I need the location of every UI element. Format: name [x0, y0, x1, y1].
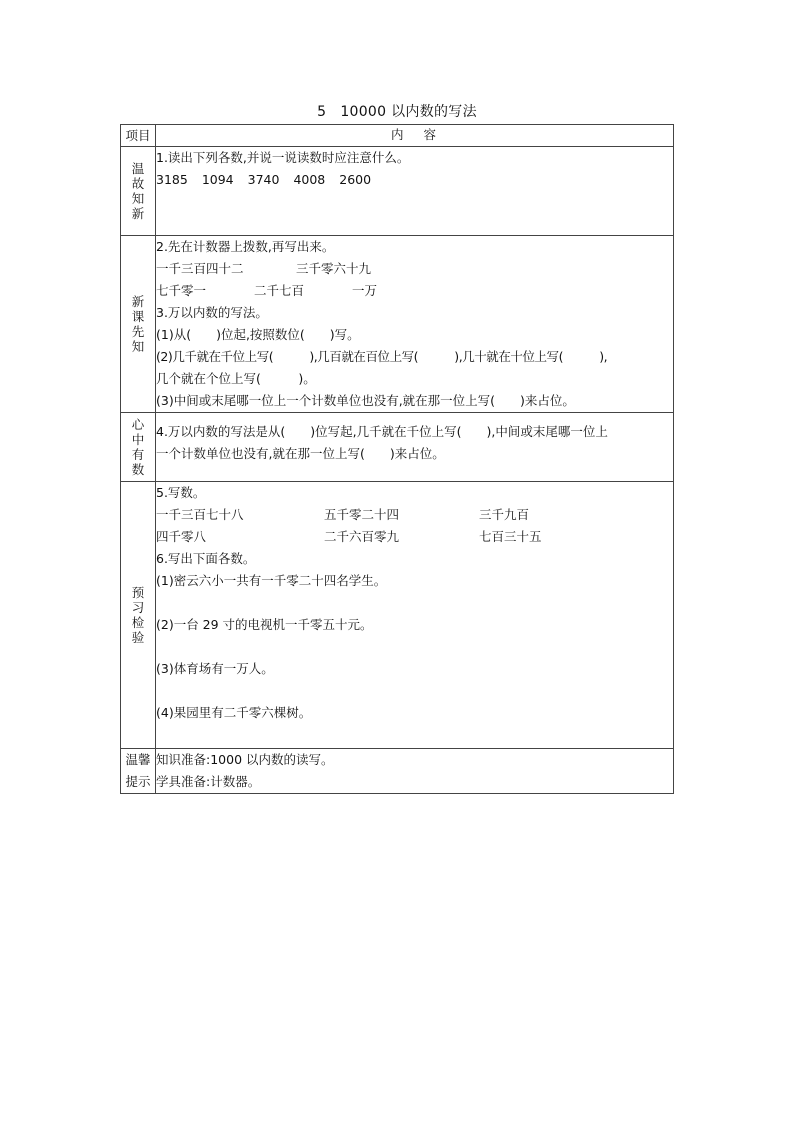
- question-3-3: (3)中间或末尾哪一位上一个计数单位也没有,就在那一位上写( )来占位。: [156, 393, 575, 408]
- number-item: 2600: [339, 172, 372, 187]
- section-tips-content: [156, 749, 674, 794]
- number-word: 二千七百: [254, 283, 305, 298]
- lesson-title: 10000 以内数的写法: [340, 104, 477, 120]
- section-review-content: [156, 147, 674, 236]
- number-word: 一千三百四十二: [156, 261, 244, 276]
- number-item: 3185: [156, 172, 188, 187]
- number-word: 四千零八: [156, 529, 207, 544]
- label-char: 知: [131, 339, 145, 354]
- question-6-1: (1)密云六小一共有一千零二十四名学生。: [156, 573, 387, 588]
- section-preview-check-row: [121, 482, 674, 749]
- header-content-char-1: 内: [390, 127, 406, 142]
- number-item: 4008: [293, 172, 326, 187]
- question-6-2: (2)一台 29 寸的电视机一千零五十元。: [156, 617, 373, 632]
- number-word: 一万: [352, 283, 378, 298]
- section-preview-check-label: [121, 482, 156, 749]
- number-word: 一千三百七十八: [156, 507, 244, 522]
- number-list: [156, 169, 673, 191]
- write-number-row-1: [156, 504, 673, 526]
- label-char: 知: [131, 191, 145, 206]
- label-line: 温馨: [125, 752, 151, 767]
- abacus-row-2: [156, 280, 673, 302]
- section-new-lesson-row: [121, 236, 674, 413]
- number-item: 3740: [247, 172, 280, 187]
- number-item: 1094: [201, 172, 234, 187]
- question-3-2a: (2)几千就在千位上写( ),几百就在百位上写( ),几十就在十位上写( ),: [156, 349, 608, 364]
- label-char: 心: [131, 417, 145, 432]
- question-3-1: (1)从( )位起,按照数位( )写。: [156, 327, 360, 342]
- question-5: 5.写数。: [156, 485, 206, 500]
- label-char: 故: [131, 176, 145, 191]
- label-char: 预: [131, 585, 145, 600]
- header-item-cell: 项目: [121, 125, 156, 147]
- section-summary-content: [156, 413, 674, 482]
- section-new-lesson-content: [156, 236, 674, 413]
- label-char: 先: [131, 324, 145, 339]
- label-char: 中: [131, 432, 145, 447]
- lesson-number: 5: [317, 104, 327, 120]
- label-char: 数: [131, 462, 145, 477]
- label-char: 检: [131, 615, 145, 630]
- question-6-3: (3)体育场有一万人。: [156, 661, 274, 676]
- label-char: 新: [131, 206, 145, 221]
- label-char: 课: [131, 309, 145, 324]
- section-review-label: [121, 147, 156, 236]
- question-2: 2.先在计数器上拨数,再写出来。: [156, 239, 335, 254]
- section-preview-check-content: [156, 482, 674, 749]
- section-summary-label: [121, 413, 156, 482]
- question-6-4: (4)果园里有二千零六棵树。: [156, 705, 312, 720]
- label-char: 温: [131, 161, 145, 176]
- label-char: 新: [131, 294, 145, 309]
- label-char: 有: [131, 447, 145, 462]
- write-number-row-2: [156, 526, 673, 548]
- header-content-cell: [156, 125, 674, 147]
- section-tips-label: [121, 749, 156, 794]
- label-char: 验: [131, 630, 145, 645]
- question-4b: 一个计数单位也没有,就在那一位上写( )来占位。: [156, 446, 445, 461]
- number-word: 三千九百: [479, 507, 530, 522]
- section-tips-row: [121, 749, 674, 794]
- tip-knowledge: 知识准备:1000 以内数的读写。: [156, 752, 334, 767]
- worksheet-table: [120, 124, 674, 794]
- question-6: 6.写出下面各数。: [156, 551, 256, 566]
- number-word: 七千零一: [156, 283, 207, 298]
- label-char: 习: [131, 600, 145, 615]
- section-new-lesson-label: [121, 236, 156, 413]
- abacus-row-1: [156, 258, 673, 280]
- worksheet-title: [0, 101, 794, 121]
- number-word: 五千零二十四: [324, 507, 400, 522]
- question-4a: 4.万以内数的写法是从( )位写起,几千就在千位上写( ),中间或末尾哪一位上: [156, 424, 608, 439]
- question-3-2b: 几个就在个位上写( )。: [156, 371, 316, 386]
- number-word: 三千零六十九: [296, 261, 372, 276]
- question-1: 1.读出下列各数,并说一说读数时应注意什么。: [156, 150, 410, 165]
- number-word: 七百三十五: [479, 529, 542, 544]
- number-word: 二千六百零九: [324, 529, 400, 544]
- section-summary-row: [121, 413, 674, 482]
- table-header-row: [121, 125, 674, 147]
- header-content-char-2: 容: [423, 127, 439, 142]
- section-review-row: [121, 147, 674, 236]
- label-line: 提示: [125, 774, 151, 789]
- tip-tools: 学具准备:计数器。: [156, 774, 261, 789]
- question-3: 3.万以内数的写法。: [156, 305, 268, 320]
